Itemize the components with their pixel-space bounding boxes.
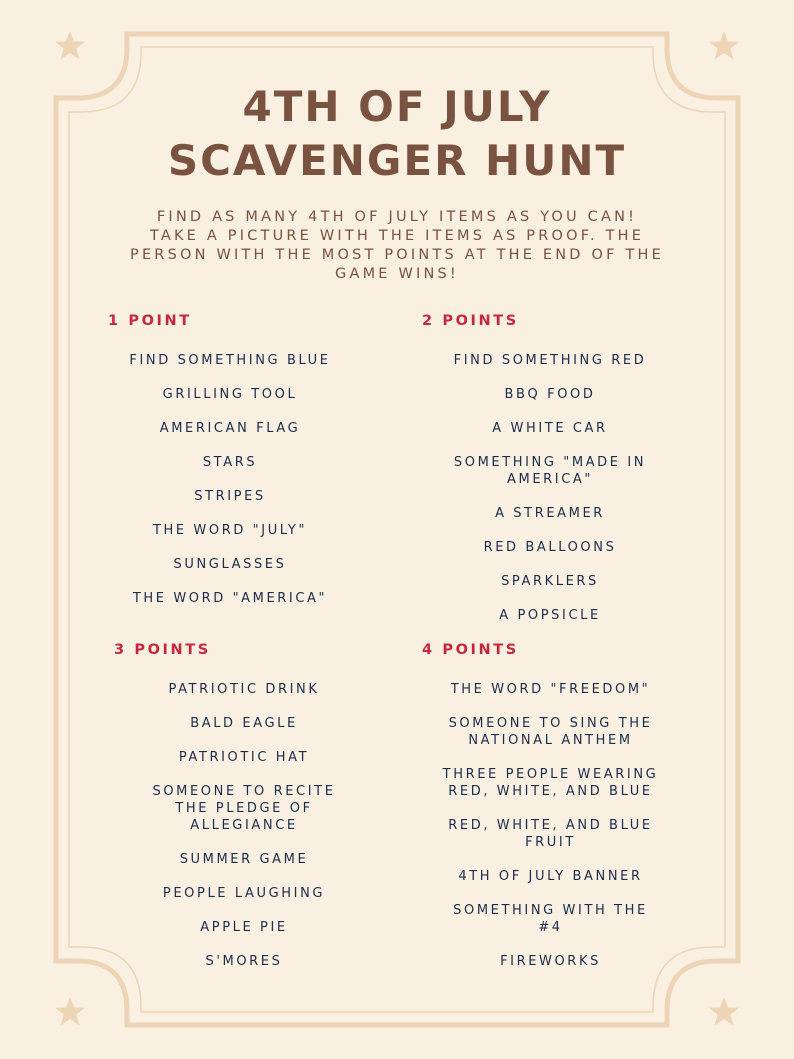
list-item: THREE PEOPLE WEARING RED, WHITE, AND BLUE bbox=[442, 767, 659, 799]
list-item: SOMETHING "MADE IN AMERICA" bbox=[453, 455, 647, 487]
list-item: 4TH OF JULY BANNER bbox=[458, 869, 643, 884]
list-item: THE WORD "JULY" bbox=[152, 523, 308, 538]
page-title-line-2: SCAVENGER HUNT bbox=[167, 136, 627, 185]
list-item: SOMEONE TO SING THE NATIONAL ANTHEM bbox=[448, 716, 653, 748]
section-heading-4-points: 4 POINTS bbox=[422, 642, 519, 658]
item-list-2-points bbox=[410, 352, 690, 632]
list-item: FIND SOMETHING BLUE bbox=[129, 353, 331, 368]
list-item: THE WORD "AMERICA" bbox=[132, 591, 328, 606]
list-item: FIND SOMETHING RED bbox=[453, 353, 647, 368]
list-item: BBQ FOOD bbox=[504, 387, 596, 402]
list-item: STRIPES bbox=[194, 489, 266, 504]
list-item: SOMETHING WITH THE #4 bbox=[453, 903, 648, 935]
list-item: PATRIOTIC DRINK bbox=[168, 682, 320, 697]
list-item: A WHITE CAR bbox=[492, 421, 608, 436]
page-title-line-1: 4TH OF JULY bbox=[242, 82, 552, 131]
star-icon-bottom-left bbox=[53, 995, 87, 1029]
instructions-line: FIND AS MANY 4TH OF JULY ITEMS AS YOU CAN! bbox=[156, 209, 638, 225]
list-item: S'MORES bbox=[205, 954, 283, 969]
instructions-line: PERSON WITH THE MOST POINTS AT THE END OF THE bbox=[130, 247, 664, 263]
item-list-4-points bbox=[410, 681, 725, 981]
list-item: A STREAMER bbox=[495, 506, 605, 521]
star-icon-top-right bbox=[707, 29, 741, 63]
list-item: SUNGLASSES bbox=[173, 557, 287, 572]
list-item: AMERICAN FLAG bbox=[159, 421, 301, 436]
list-item: RED, WHITE, AND BLUE FRUIT bbox=[448, 818, 653, 850]
list-item: STARS bbox=[202, 455, 258, 470]
section-heading-1-point: 1 POINT bbox=[108, 313, 192, 329]
list-item: PEOPLE LAUGHING bbox=[162, 886, 326, 901]
section-heading-3-points: 3 POINTS bbox=[114, 642, 211, 658]
list-item: A POPSICLE bbox=[499, 608, 601, 623]
list-item: THE WORD "FREEDOM" bbox=[450, 682, 651, 697]
item-list-1-point bbox=[90, 352, 370, 622]
list-item: FIREWORKS bbox=[500, 954, 601, 969]
instructions-line: GAME WINS! bbox=[335, 266, 459, 282]
list-item: GRILLING TOOL bbox=[162, 387, 298, 402]
section-heading-2-points: 2 POINTS bbox=[422, 313, 519, 329]
item-list-3-points bbox=[104, 681, 384, 981]
list-item: SPARKLERS bbox=[501, 574, 599, 589]
list-item: SUMMER GAME bbox=[179, 852, 309, 867]
list-item: APPLE PIE bbox=[200, 920, 288, 935]
list-item: BALD EAGLE bbox=[190, 716, 298, 731]
list-item: SOMEONE TO RECITE THE PLEDGE OF ALLEGIANCE bbox=[152, 784, 336, 833]
star-icon-top-left bbox=[53, 29, 87, 63]
instructions-line: TAKE A PICTURE WITH THE ITEMS AS PROOF. THE bbox=[149, 228, 645, 244]
list-item: PATRIOTIC HAT bbox=[178, 750, 310, 765]
instructions-text bbox=[110, 208, 684, 284]
list-item: RED BALLOONS bbox=[483, 540, 617, 555]
star-icon-bottom-right bbox=[707, 995, 741, 1029]
